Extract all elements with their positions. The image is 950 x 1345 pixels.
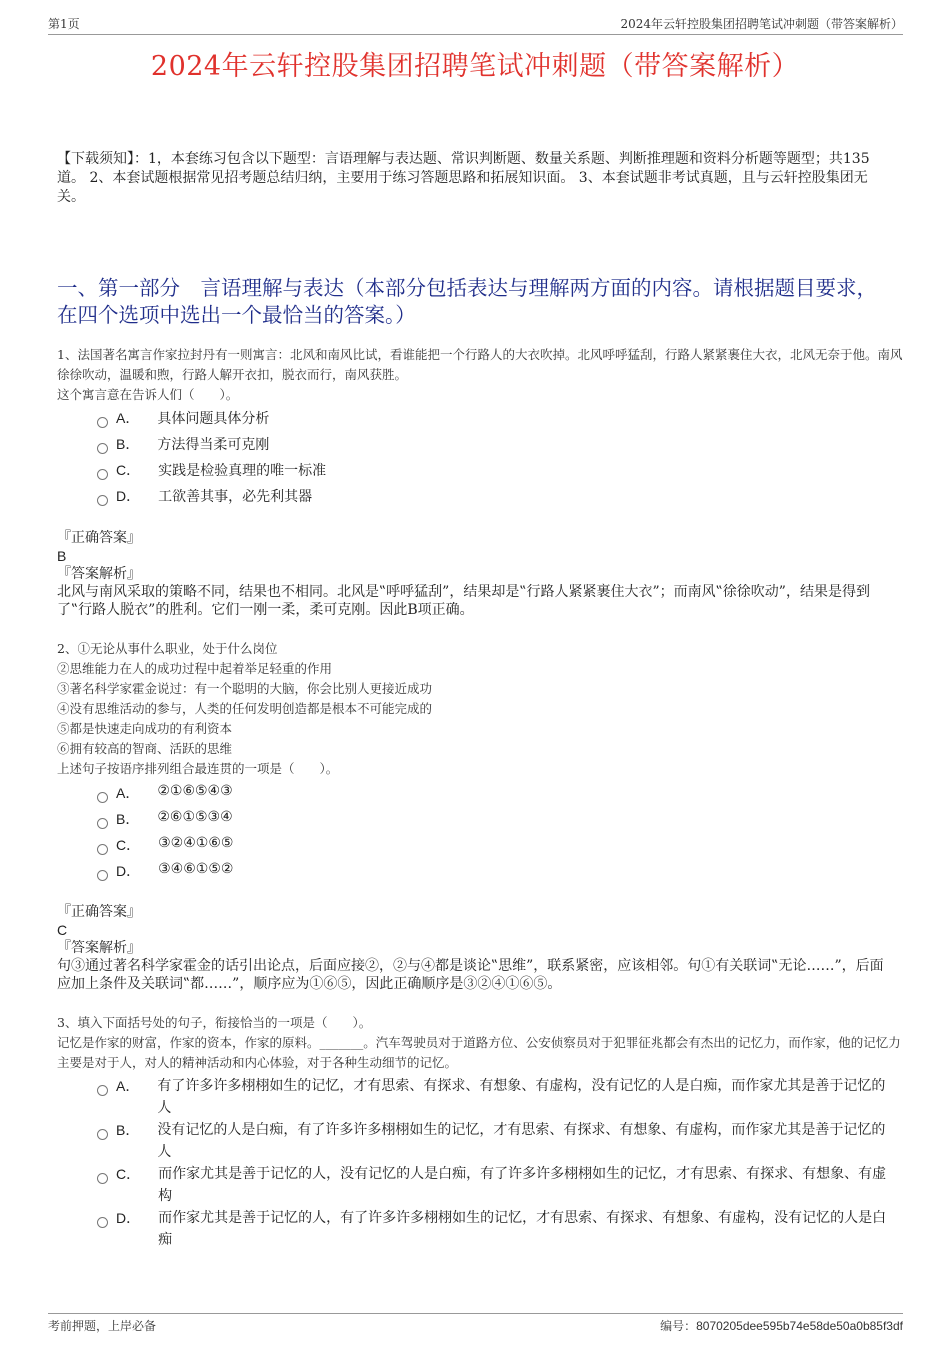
question-stem-line: 1、法国著名寓言作家拉封丹有一则寓言：北风和南风比试，看谁能把一个行路人的大衣吹掉。北风呼呼猛刮，行路人紧紧裹住大衣，北风无奈于他。南风徐徐吹动，温暖和煦，行路人解开衣扣，脱衣而行，南风获胜。 (57, 347, 903, 382)
radio-icon[interactable] (97, 1129, 108, 1140)
analysis-label: 『答案解析』 (57, 566, 141, 582)
answer-value: C (57, 922, 68, 938)
radio-icon[interactable] (97, 792, 108, 803)
analysis-text: 句③通过著名科学家霍金的话引出论点，后面应接②，②与④都是谈论‟思维”，联系紧密，应该相邻。句①有关联词‟无论……”，后面应加上条件及关联词‟都……”，顺序应为①⑥⑤，因此正确顺序是③②④①⑥⑤。 (57, 958, 884, 992)
option-d[interactable]: D． 工欲善其事，必先利其器 (95, 486, 895, 512)
radio-icon[interactable] (97, 1085, 108, 1096)
option-c[interactable]: C． 而作家尤其是善于记忆的人，没有记忆的人是白痴，有了许多许多栩栩如生的记忆，才有思索、有探求、有想象、有虚构 (95, 1163, 895, 1207)
question-stem-line: ⑥拥有较高的智商、活跃的思维 (57, 741, 233, 756)
radio-icon[interactable] (97, 1217, 108, 1228)
page-footer (48, 1313, 903, 1334)
analysis-text: 北风与南风采取的策略不同，结果也不相同。北风是‟呼呼猛刮”，结果却是‟行路人紧紧裹住大衣”；而南风‟徐徐吹动”，结果是得到了‟行路人脱衣”的胜利。它们一刚一柔，柔可克刚。因此B项正确。 (57, 584, 870, 618)
page-number: 第1页 (48, 17, 80, 31)
question-stem-line: 记忆是作家的财富，作家的资本，作家的原料。_______。汽车驾驶员对于道路方位、公安侦察员对于犯罪征兆都会有杰出的记忆力，而作家，他的记忆力主要是对于人，对人的精神活动和内心体验，对于各种生动细节的记忆。 (57, 1035, 901, 1070)
option-b[interactable]: B． 方法得当柔可克刚 (95, 434, 895, 460)
question-1-stem (57, 345, 907, 405)
question-stem-line: ③著名科学家霍金说过：有一个聪明的大脑，你会比别人更接近成功 (57, 681, 433, 696)
radio-icon[interactable] (97, 495, 108, 506)
option-a[interactable]: A． 具体问题具体分析 (95, 408, 895, 434)
option-a[interactable]: A． ②①⑥⑤④③ (95, 783, 895, 809)
footer-code (660, 1317, 903, 1334)
radio-icon[interactable] (97, 1173, 108, 1184)
option-a[interactable]: A． 有了许多许多栩栩如生的记忆，才有思索、有探求、有想象、有虚构，没有记忆的人是白痴，而作家尤其是善于记忆的人 (95, 1075, 895, 1119)
radio-icon[interactable] (97, 443, 108, 454)
document-title: 2024年云轩控股集团招聘笔试冲刺题（带答案解析） (150, 51, 800, 82)
radio-icon[interactable] (97, 844, 108, 855)
option-c[interactable]: C． 实践是检验真理的唯一标准 (95, 460, 895, 486)
question-3-options (95, 1075, 895, 1251)
question-2-stem (57, 639, 907, 779)
footer-slogan: 考前押题，上岸必备 (48, 1318, 157, 1333)
question-stem-line: 2、①无论从事什么职业，处于什么岗位 (57, 641, 278, 656)
option-d[interactable]: D． 而作家尤其是善于记忆的人，有了许多许多栩栩如生的记忆，才有思索、有探求、有想象、有虚构，没有记忆的人是白痴 (95, 1207, 895, 1251)
question-1-answer (57, 529, 897, 619)
question-3-stem (57, 1013, 907, 1073)
answer-value: B (57, 548, 67, 564)
question-stem-line: ④没有思维活动的参与，人类的任何发明创造都是根本不可能完成的 (57, 701, 433, 716)
option-d[interactable]: D． ③④⑥①⑤② (95, 861, 895, 887)
radio-icon[interactable] (97, 417, 108, 428)
section-heading: 一、第一部分 言语理解与表达（本部分包括表达与理解两方面的内容。请根据题目要求，在四个选项中选出一个最恰当的答案。） (57, 276, 877, 327)
analysis-label: 『答案解析』 (57, 940, 141, 956)
header-doc-title: 2024年云轩控股集团招聘笔试冲刺题（带答案解析） (620, 17, 903, 31)
answer-label: 『正确答案』 (57, 530, 141, 546)
answer-label: 『正确答案』 (57, 904, 141, 920)
option-c[interactable]: C． ③②④①⑥⑤ (95, 835, 895, 861)
question-stem-line: 3、填入下面括号处的句子，衔接恰当的一项是（ ）。 (57, 1015, 372, 1030)
question-stem-line: ②思维能力在人的成功过程中起着举足轻重的作用 (57, 661, 333, 676)
option-b[interactable]: B． 没有记忆的人是白痴，有了许多许多栩栩如生的记忆，才有思索、有探求、有想象、有虚构，而作家尤其是善于记忆的人 (95, 1119, 895, 1163)
footer-code-label: 编号： (660, 1318, 697, 1333)
page-header (48, 14, 903, 35)
footer-code-value: 8070205dee595b74e58de50a0b85f3df (696, 1318, 903, 1333)
question-2-answer (57, 903, 897, 993)
question-stem-line: 上述句子按语序排列组合最连贯的一项是（ ）。 (57, 761, 339, 776)
question-stem-line: 这个寓言意在告诉人们（ ）。 (57, 387, 239, 402)
question-2-options (95, 783, 895, 887)
radio-icon[interactable] (97, 469, 108, 480)
question-1-options (95, 408, 895, 512)
download-notice: 【下载须知】：1，本套练习包含以下题型：言语理解与表达题、常识判断题、数量关系题、判断推理题和资料分析题等题型；共135道。 2、本套试题根据常见招考题总结归纳，主要用于练习答题思路和拓展知识面。 3、本套试题非考试真题，且与云轩控股集团无关。 (57, 151, 870, 205)
option-b[interactable]: B． ②⑥①⑤③④ (95, 809, 895, 835)
question-stem-line: ⑤都是快速走向成功的有利资本 (57, 721, 233, 736)
radio-icon[interactable] (97, 870, 108, 881)
radio-icon[interactable] (97, 818, 108, 829)
